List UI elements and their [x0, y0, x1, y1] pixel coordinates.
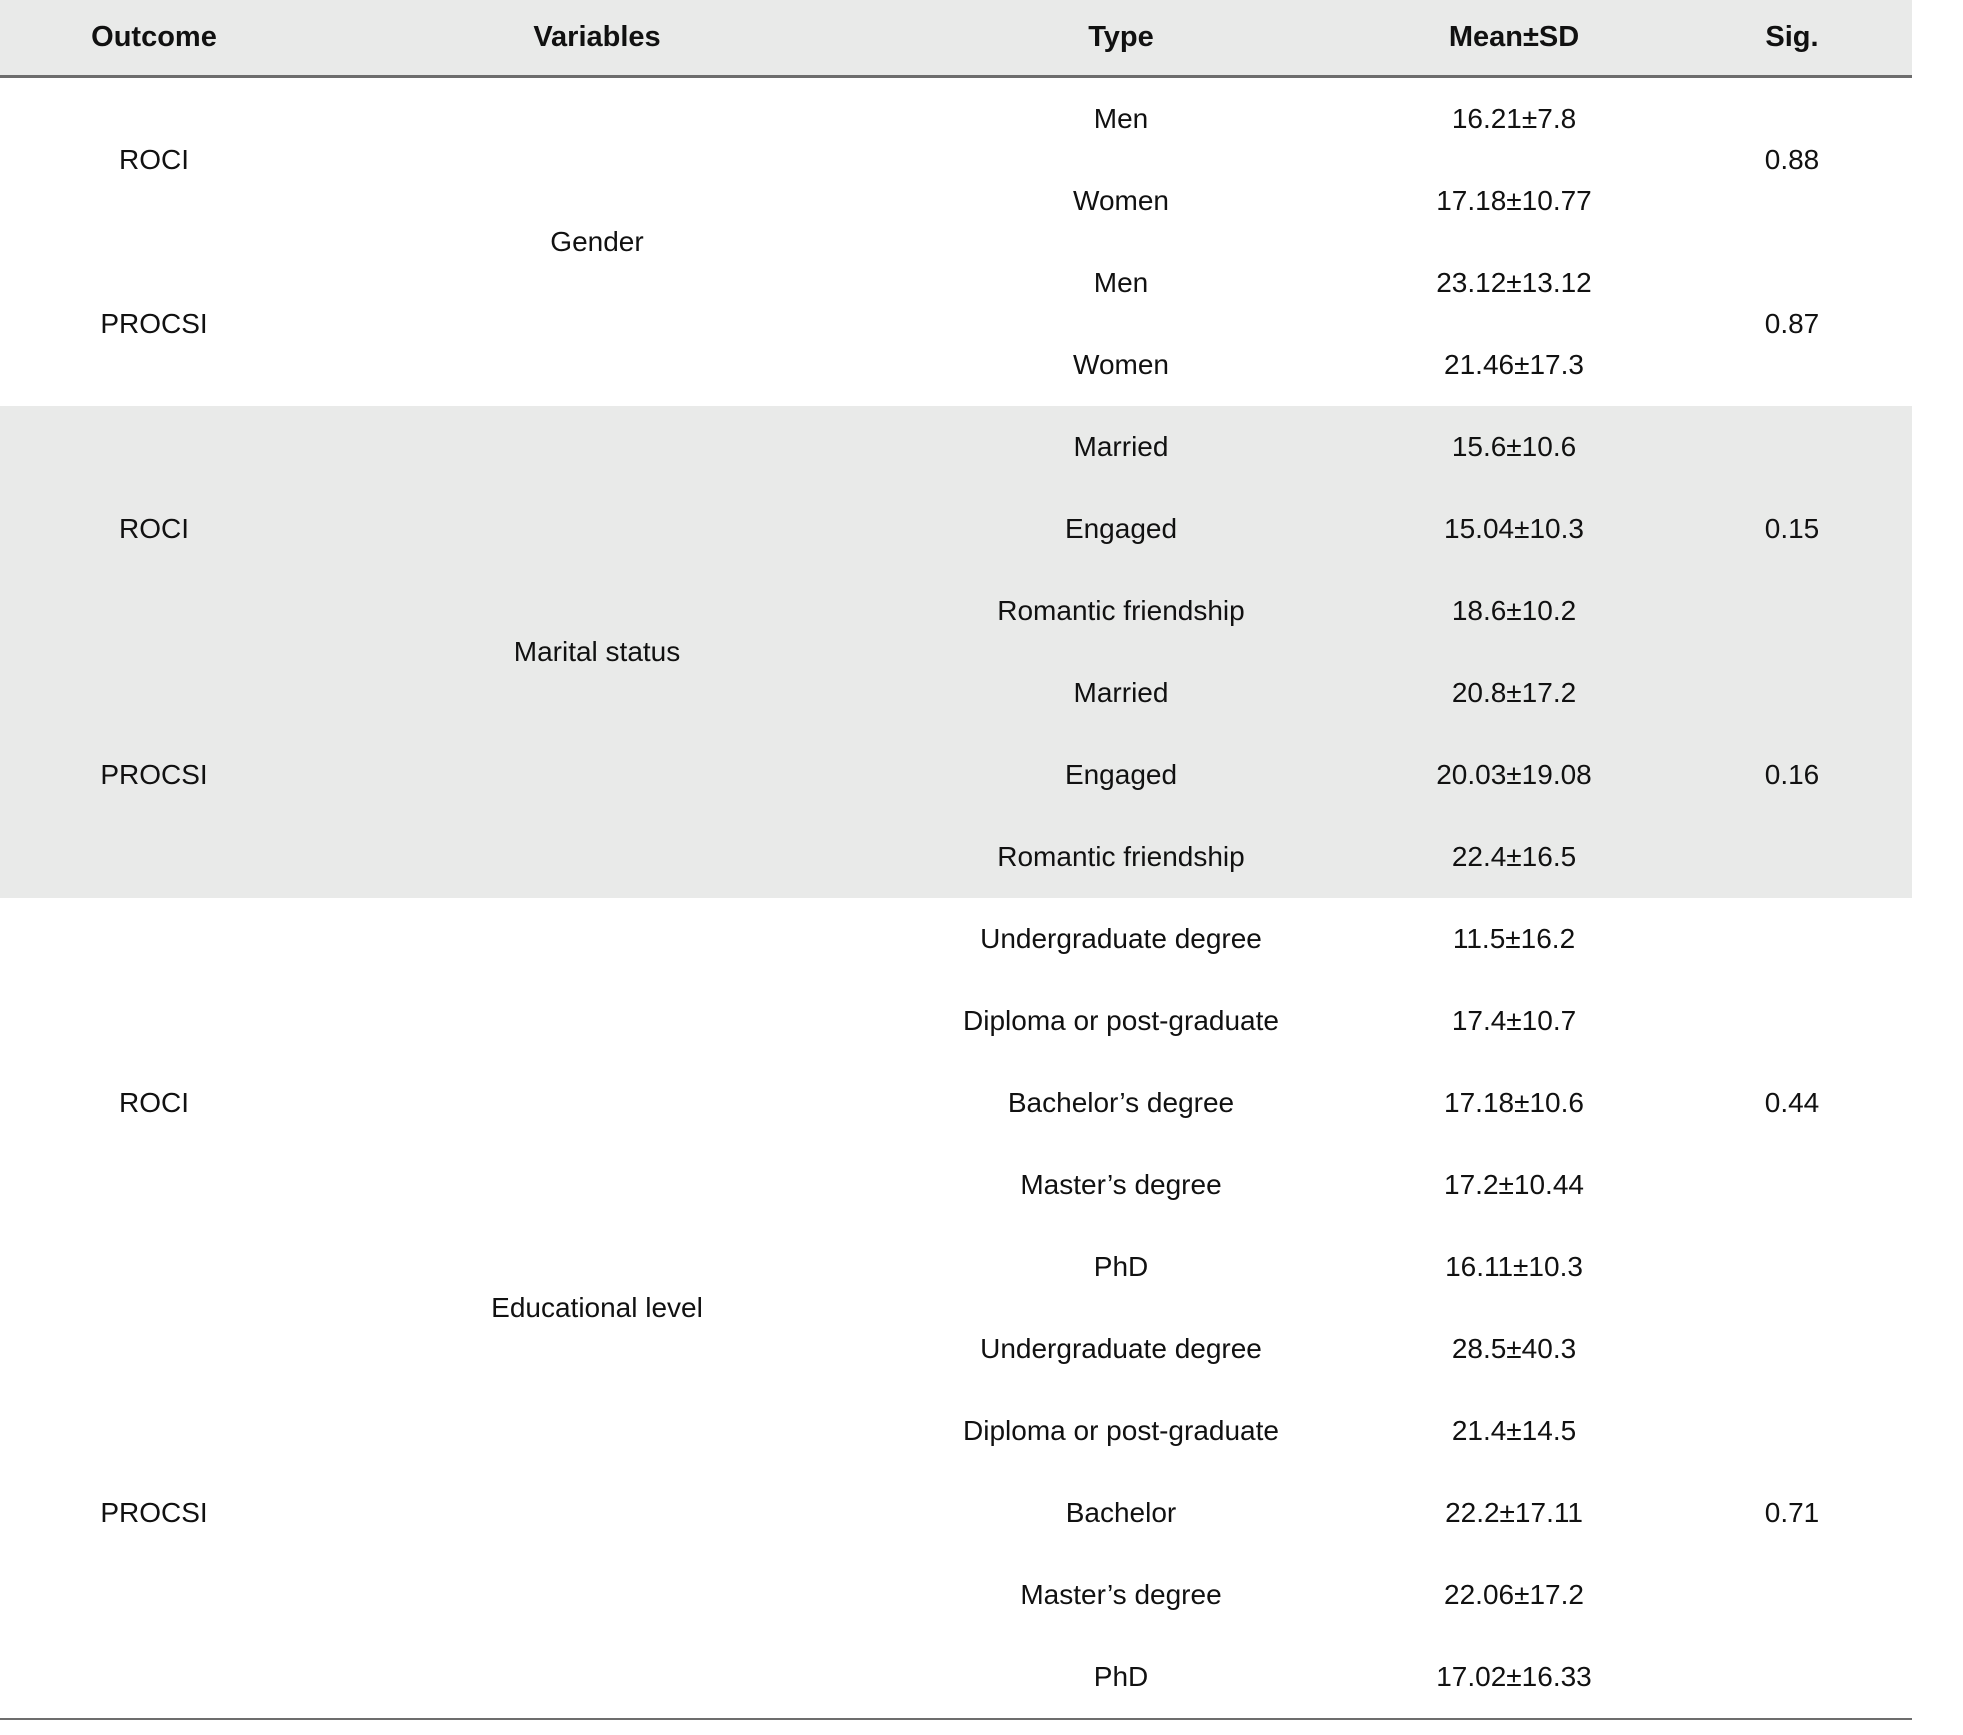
table-row [0, 77, 1912, 161]
cell-mean-sd: 28.5±40.3 [1451, 1333, 1577, 1364]
cell-type: Romantic friendship [886, 570, 1356, 652]
header-variables: Variables [308, 0, 886, 77]
cell-outcome: ROCI [119, 144, 189, 175]
cell-mean-sd: 22.2±17.11 [1445, 1497, 1583, 1528]
cell-type: PhD [1093, 1251, 1149, 1282]
cell-type: Undergraduate degree [980, 923, 1262, 954]
cell-mean-sd: 15.6±10.6 [1356, 406, 1672, 488]
cell-type: Bachelor’s degree [1007, 1087, 1235, 1118]
cell-outcome: PROCSI [0, 1308, 308, 1719]
cell-mean-sd: 20.8±17.2 [1356, 652, 1672, 734]
table-row [0, 242, 1912, 324]
cell-outcome: PROCSI [0, 652, 308, 898]
table-row [0, 1308, 1912, 1390]
table-header [0, 0, 1912, 77]
cell-mean-sd: 11.5±16.2 [1452, 923, 1576, 954]
cell-type: Romantic friendship [886, 816, 1356, 898]
cell-type: Men [1093, 103, 1149, 134]
cell-mean-sd: 17.18±10.77 [1436, 185, 1592, 216]
cell-type: PhD [886, 1636, 1356, 1719]
cell-sig: 0.44 [1764, 1087, 1820, 1118]
header-sig: Sig. [1672, 0, 1912, 77]
cell-type: Engaged [886, 734, 1356, 816]
cell-type: Diploma or post-graduate [963, 1415, 1279, 1446]
cell-mean-sd: 21.4±14.5 [1451, 1415, 1577, 1446]
cell-sig: 0.87 [1764, 308, 1820, 339]
cell-type: Master’s degree [1020, 1169, 1222, 1200]
table-row [0, 406, 1912, 488]
table-body [0, 77, 1912, 1720]
cell-type: Master’s degree [1020, 1579, 1222, 1610]
cell-variable: Marital status [308, 406, 886, 898]
cell-type: Diploma or post-graduate [963, 1005, 1279, 1036]
cell-mean-sd: 17.4±10.7 [1451, 1005, 1577, 1036]
cell-type: Engaged [886, 488, 1356, 570]
header-row [0, 0, 1912, 77]
cell-mean-sd: 20.03±19.08 [1356, 734, 1672, 816]
cell-mean-sd: 21.46±17.3 [1444, 349, 1584, 380]
cell-mean-sd: 16.11±10.3 [1445, 1251, 1583, 1282]
cell-type: Women [1073, 349, 1169, 380]
cell-outcome: ROCI [119, 1087, 189, 1118]
cell-mean-sd: 17.2±10.44 [1444, 1169, 1584, 1200]
table-row [0, 898, 1912, 980]
cell-mean-sd: 18.6±10.2 [1356, 570, 1672, 652]
cell-sig: 0.15 [1672, 406, 1912, 652]
cell-mean-sd: 15.04±10.3 [1356, 488, 1672, 570]
cell-sig: 0.88 [1764, 144, 1820, 175]
header-outcome: Outcome [0, 0, 308, 77]
cell-mean-sd: 16.21±7.8 [1451, 103, 1577, 134]
cell-mean-sd: 23.12±13.12 [1436, 267, 1592, 298]
cell-outcome: PROCSI [100, 308, 208, 339]
header-type: Type [886, 0, 1356, 77]
cell-sig: 0.71 [1672, 1308, 1912, 1719]
table-row [0, 652, 1912, 734]
cell-mean-sd: 22.4±16.5 [1356, 816, 1672, 898]
cell-type: Married [886, 406, 1356, 488]
cell-outcome: ROCI [0, 406, 308, 652]
header-mean-sd: Mean±SD [1356, 0, 1672, 77]
cell-type: Bachelor [1065, 1497, 1177, 1528]
cell-type: Women [1073, 185, 1169, 216]
cell-type: Men [1093, 267, 1149, 298]
cell-sig: 0.16 [1672, 652, 1912, 898]
cell-mean-sd: 17.02±16.33 [1356, 1636, 1672, 1719]
cell-type: Married [886, 652, 1356, 734]
cell-type: Undergraduate degree [980, 1333, 1262, 1364]
cell-variable: Gender [550, 226, 644, 257]
cell-mean-sd: 17.18±10.6 [1444, 1087, 1584, 1118]
cell-mean-sd: 22.06±17.2 [1444, 1579, 1584, 1610]
cell-variable: Educational level [308, 898, 886, 1719]
